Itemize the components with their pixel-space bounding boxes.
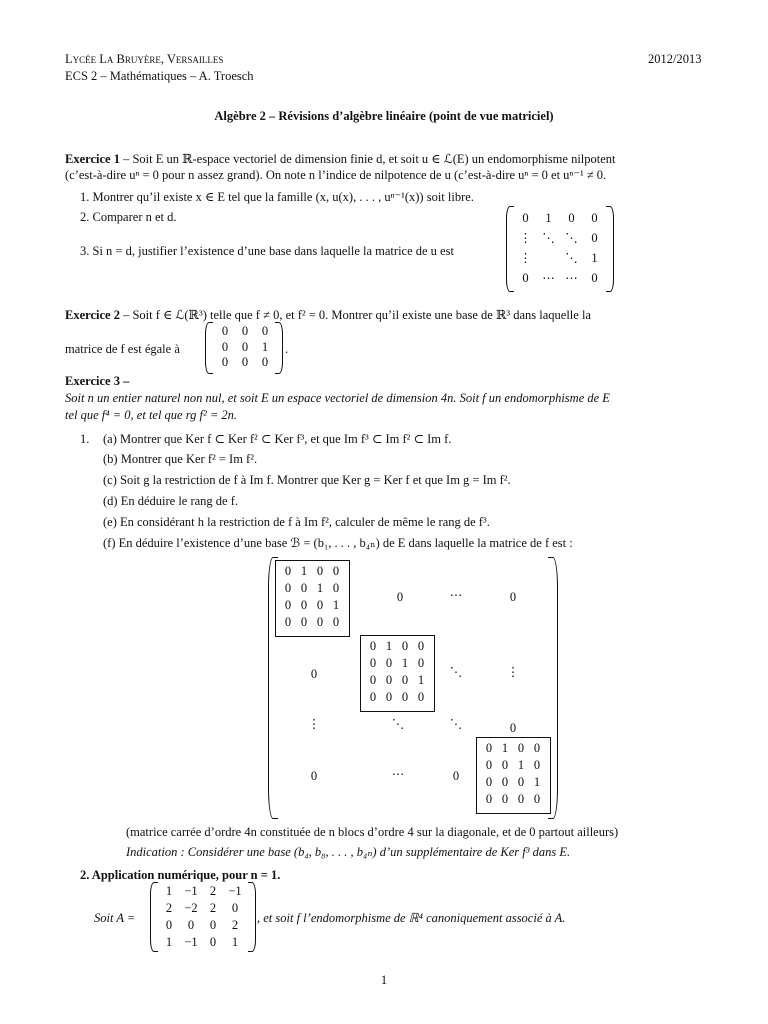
matrix-a-cell: 1 xyxy=(165,934,173,949)
diag-block-cell: 0 xyxy=(401,672,409,687)
ex1-intro-line1 xyxy=(65,152,616,168)
ex1-matrix-cell: 0 xyxy=(591,231,598,246)
diag-block-cell: 1 xyxy=(533,774,541,789)
ex1-matrix-cell xyxy=(537,249,560,269)
bm-vdots: ⋮ xyxy=(506,665,520,679)
ex1-matrix-cell: ⋯ xyxy=(542,271,555,286)
ex1-matrix-cell: 1 xyxy=(591,251,598,266)
diag-block-cell: 1 xyxy=(401,655,409,670)
diag-block-cell: 0 xyxy=(300,597,308,612)
ex1-matrix-cell: ⋯ xyxy=(565,271,578,286)
diag-block-cell: 0 xyxy=(401,689,409,704)
ex1-matrix-cell: 0 xyxy=(522,271,529,286)
bm-zero: 0 xyxy=(509,590,517,604)
ex3-q1e: (e) En considérant h la restriction de f à Im f², calculer de même le rang de f³. xyxy=(103,515,490,529)
diag-block-cell: 0 xyxy=(485,740,493,755)
matrix-a-cell: −1 xyxy=(228,883,242,898)
matrix-a-cell: −2 xyxy=(184,900,198,915)
diag-block-cell: 1 xyxy=(316,580,324,595)
bm-zero: 0 xyxy=(310,667,318,681)
diag-block-cell: 0 xyxy=(501,774,509,789)
diag-block-cell: 0 xyxy=(417,655,425,670)
soit-a-label: Soit A = xyxy=(94,911,136,925)
ex3-label: Exercice 3 – xyxy=(65,374,130,388)
ex2-matrix-cell: 0 xyxy=(241,339,249,354)
ex2-line1 xyxy=(65,308,591,324)
course-info: ECS 2 – Mathématiques – A. Troesch xyxy=(65,69,254,83)
ex1-matrix-cell: 0 xyxy=(591,271,598,286)
diag-block-cell: 0 xyxy=(332,563,340,578)
diag-block-cell: 0 xyxy=(417,689,425,704)
soit-a-after: , et soit f l’endomorphisme de ℝ⁴ canoniquement associé à A. xyxy=(257,911,566,925)
ex2-matrix xyxy=(205,322,283,374)
ex1-matrix-cell: ⋱ xyxy=(565,231,578,246)
diag-block-cell: 0 xyxy=(284,580,292,595)
diag-block-cell: 0 xyxy=(369,655,377,670)
matrix-a-cell: 0 xyxy=(209,917,217,932)
diag-block-cell: 0 xyxy=(300,614,308,629)
school-year: 2012/2013 xyxy=(648,52,702,66)
diag-block-cell: 0 xyxy=(533,791,541,806)
ex1-question-1: 1. Montrer qu’il existe x ∈ E tel que la famille (x, u(x), . . . , uⁿ⁻¹(x)) soit libre. xyxy=(80,190,474,204)
ex1-matrix-cell: 0 xyxy=(522,211,529,226)
ex3-q1a: (a) Montrer que Ker f ⊂ Ker f² ⊂ Ker f³, et que Im f³ ⊂ Im f² ⊂ Im f. xyxy=(103,432,452,446)
diag-block-3 xyxy=(476,737,551,814)
ex3-q1c: (c) Soit g la restriction de f à Im f. Montrer que Ker g = Ker f et que Im g = Im f². xyxy=(103,473,511,487)
ex3-intro-line1: Soit n un entier naturel non nul, et soit E un espace vectoriel de dimension 4n. Soit f un endomorphisme de E xyxy=(65,391,610,405)
matrix-a-cell: 0 xyxy=(165,917,173,932)
ex2-matrix-cell: 0 xyxy=(261,324,269,338)
bm-ddots: ⋱ xyxy=(391,717,405,731)
ex2-matrix-cell: 0 xyxy=(241,355,249,370)
ex3-intro-line2: tel que f⁴ = 0, et tel que rg f² = 2n. xyxy=(65,408,238,422)
matrix-a xyxy=(150,882,256,952)
diag-block-cell: 0 xyxy=(385,672,393,687)
ex2-label: Exercice 2 xyxy=(65,308,120,322)
diag-block-cell: 0 xyxy=(385,689,393,704)
diag-block-cell: 1 xyxy=(501,740,509,755)
matrix-a-cell: 0 xyxy=(209,934,217,949)
ex1-matrix-cell: 0 xyxy=(591,211,598,226)
diag-block-cell: 0 xyxy=(485,774,493,789)
bm-hdots: ⋯ xyxy=(391,767,405,781)
diag-block-cell: 0 xyxy=(284,597,292,612)
diag-block-cell: 0 xyxy=(517,740,525,755)
diag-block-cell: 0 xyxy=(300,580,308,595)
diag-block-cell: 0 xyxy=(369,638,377,653)
indication: Indication : Considérer une base (b₄, b₈, . . . , b₄ₙ) d’un supplémentaire de Ker f³ dans E. xyxy=(126,845,571,859)
ex2-matrix-cell: 0 xyxy=(261,355,269,370)
bm-hdots: ⋯ xyxy=(449,588,463,602)
diag-block-1 xyxy=(275,560,350,637)
diag-block-cell: 0 xyxy=(533,740,541,755)
matrix-a-cell: 2 xyxy=(231,917,239,932)
diag-block-cell: 0 xyxy=(401,638,409,653)
matrix-a-cell: 2 xyxy=(209,883,217,898)
diag-block-cell: 0 xyxy=(332,614,340,629)
school-name: Lycée La Bruyère, Versailles xyxy=(65,52,224,66)
diag-block-cell: 0 xyxy=(385,655,393,670)
diag-block-cell: 0 xyxy=(517,774,525,789)
bm-vdots: ⋮ xyxy=(307,717,321,731)
diag-block-cell: 1 xyxy=(300,563,308,578)
diag-block-cell: 0 xyxy=(501,757,509,772)
diag-block-cell: 0 xyxy=(501,791,509,806)
matrix-a-cell: 1 xyxy=(231,934,239,949)
ex1-matrix xyxy=(506,206,614,292)
ex2-text: – Soit f ∈ ℒ(ℝ³) telle que f ≠ 0, et f² = 0. Montrer qu’il existe une base de ℝ³ dans laquelle la xyxy=(119,308,591,322)
ex1-matrix-cell: 1 xyxy=(545,211,552,226)
diag-block-cell: 0 xyxy=(485,757,493,772)
ex2-period: . xyxy=(285,342,289,356)
ex2-matrix-cell: 0 xyxy=(221,339,229,354)
ex1-matrix-cell: ⋱ xyxy=(542,231,555,246)
ex3-q2: 2. Application numérique, pour n = 1. xyxy=(80,868,281,882)
ex1-matrix-cell: ⋮ xyxy=(519,251,532,266)
diag-block-cell: 0 xyxy=(316,563,324,578)
diag-block-cell: 1 xyxy=(417,672,425,687)
diag-block-cell: 0 xyxy=(284,614,292,629)
matrix-a-cell: −1 xyxy=(184,934,198,949)
ex1-matrix-cell: ⋮ xyxy=(519,231,532,246)
diag-block-cell: 1 xyxy=(385,638,393,653)
ex1-label: Exercice 1 xyxy=(65,152,120,166)
bm-zero: 0 xyxy=(509,721,517,735)
ex1-intro-text: – Soit E un ℝ-espace vectoriel de dimension finie d, et soit u ∈ ℒ(E) un endomorphisme nilpotent xyxy=(119,152,616,166)
diag-block-cell: 0 xyxy=(517,791,525,806)
matrix-a-cell: −1 xyxy=(184,883,198,898)
bm-ddots: ⋱ xyxy=(449,665,463,679)
ex3-q1b: (b) Montrer que Ker f² = Im f². xyxy=(103,452,258,466)
bm-ddots: ⋱ xyxy=(449,717,463,731)
ex1-matrix-cell: 0 xyxy=(568,211,575,226)
diag-block-cell: 0 xyxy=(369,672,377,687)
ex1-question-2: 2. Comparer n et d. xyxy=(80,210,177,224)
ex2-matrix-cell: 0 xyxy=(241,324,249,338)
bm-zero: 0 xyxy=(452,769,460,783)
ex1-matrix-cell: ⋱ xyxy=(565,251,578,266)
diag-block-cell: 0 xyxy=(369,689,377,704)
diag-block-cell: 0 xyxy=(316,614,324,629)
diag-block-2 xyxy=(360,635,435,712)
ex3-q1f: (f) En déduire l’existence d’une base ℬ = (b₁, . . . , b₄ₙ) de E dans laquelle la matrice de f est : xyxy=(103,536,573,550)
bm-zero: 0 xyxy=(396,590,404,604)
diag-block-cell: 0 xyxy=(316,597,324,612)
ex3-q1d: (d) En déduire le rang de f. xyxy=(103,494,239,508)
matrix-a-cell: 1 xyxy=(165,883,173,898)
page-title: Algèbre 2 – Révisions d’algèbre linéaire (point de vue matriciel) xyxy=(214,109,554,123)
ex1-intro-line2: (c’est-à-dire uⁿ = 0 pour n assez grand). On note n l’indice de nilpotence de u (c’est-à-dire uⁿ = 0 et uⁿ⁻¹ ≠ 0. xyxy=(65,168,607,182)
ex2-matrix-cell: 0 xyxy=(221,355,229,370)
diag-block-cell: 0 xyxy=(417,638,425,653)
ex2-line2: matrice de f est égale à xyxy=(65,342,180,356)
diag-block-cell: 0 xyxy=(284,563,292,578)
matrix-a-cell: 0 xyxy=(231,900,239,915)
bm-zero: 0 xyxy=(310,769,318,783)
ex3-q1-number: 1. xyxy=(80,432,90,446)
matrix-a-cell: 2 xyxy=(165,900,173,915)
matrix-a-cell: 2 xyxy=(209,900,217,915)
ex2-matrix-cell: 1 xyxy=(261,339,269,354)
ex1-question-3: 3. Si n = d, justifier l’existence d’une base dans laquelle la matrice de u est xyxy=(80,244,454,258)
diag-block-cell: 0 xyxy=(332,580,340,595)
matrix-caption: (matrice carrée d’ordre 4n constituée de n blocs d’ordre 4 sur la diagonale, et de 0 partout ailleurs) xyxy=(126,825,619,839)
ex2-matrix-cell: 0 xyxy=(221,324,229,338)
matrix-a-cell: 0 xyxy=(187,917,195,932)
page-number: 1 xyxy=(380,973,388,987)
diag-block-cell: 1 xyxy=(517,757,525,772)
diag-block-cell: 1 xyxy=(332,597,340,612)
diag-block-cell: 0 xyxy=(533,757,541,772)
block-matrix xyxy=(268,557,558,819)
diag-block-cell: 0 xyxy=(485,791,493,806)
